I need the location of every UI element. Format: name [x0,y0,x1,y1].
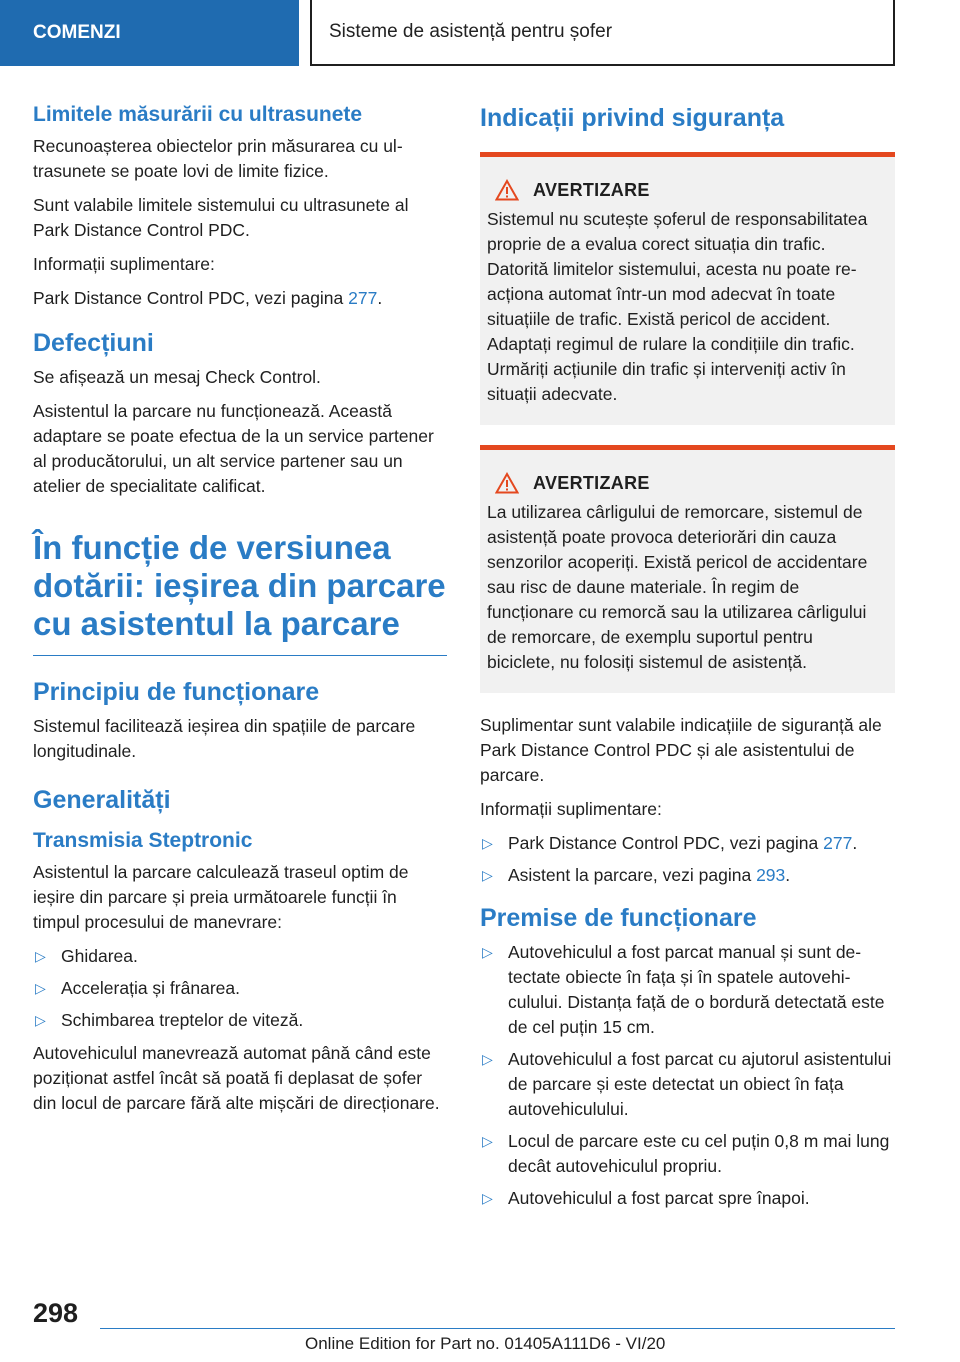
warning-text: La utilizarea cârligului de remorcare, sistemul de asistență poate provoca deteriorări din cauza senzorilor acoperiți. Există pericol de accidentare sau risc de daune materiale. În regim de funcționare cu remorcă sau la utilizarea cârligului de remorcare, de exemplu suportul pentru biciclete, nu folosiți sistemul de asistență. [487,502,868,672]
section-title: Sisteme de asistență pentru șofer [310,0,895,66]
faults-heading: Defecțiuni [33,329,154,357]
warning-triangle-icon [495,179,519,201]
steptronic-paragraph-1: Asistentul la parcare calculează traseul optim de ieșire din parcare și preia următoarele funcții în timpul procesului de manevrare: [33,862,409,932]
list-item: ▷ Locul de parcare este cu cel puțin 0,8 m mai lung decât autovehiculul propriu. [482,1131,890,1176]
list-item: ▷ Autovehiculul a fost parcat manual și sunt detectate obiecte în fața și în spatele autovehiculului. Distanța față de o bordură detectată este de cel puțin 15 cm. [482,942,885,1037]
list-item: ▷ Park Distance Control PDC, vezi pagina 277. [480,831,895,856]
warning-triangle-icon [495,472,519,494]
safety-paragraph-1: Suplimentar sunt valabile indicațiile de siguranță ale Park Distance Control PDC și ale asistentului de parcare. [480,715,882,785]
page-header [0,0,960,66]
bullet-triangle-icon: ▷ [482,835,493,851]
prereq-heading: Premise de funcționare [480,904,757,932]
list-item: ▷ Autovehiculul a fost parcat spre înapoi. [480,1186,895,1211]
left-column [33,100,447,1125]
limits-reference-end: . [377,288,383,308]
safety-heading: Indicații privind siguranța [480,104,785,132]
steptronic-heading: Transmisia Steptronic [33,829,253,852]
list-item: ▷ Accelerația și frânarea. [33,976,447,1001]
limits-reference [33,286,447,311]
principle-paragraph: Sistemul facilitează ieșirea din spațiile de parcare longitudinale. [33,716,416,761]
warning-title: AVERTIZARE [487,472,885,494]
limits-paragraph-1: Recunoașterea obiectelor prin măsurarea cu ultrasunete se poate lovi de limite fizice. [33,136,403,181]
chapter-tab[interactable]: COMENZI [0,0,299,66]
bullet-triangle-icon: ▷ [482,944,493,960]
bullet-triangle-icon: ▷ [482,1133,493,1149]
warning-text: Sistemul nu scutește șoferul de responsabilitatea proprie de a evalua corect situația din trafic. Datorită limitelor sistemului, acesta nu poate reacționa automat într-un mod adecvat în toate situațiile de trafic. Există pericol de accident. Adaptați regimul de rulare la condițiile din trafic. Urmăriți acțiunile din trafic și interveniți activ în situații adecvate. [487,209,868,404]
general-heading: Generalități [33,786,171,814]
bullet-triangle-icon: ▷ [482,867,493,883]
warning-title: AVERTIZARE [487,179,885,201]
footer-edition: Online Edition for Part no. 01405A111D6 - VI/20 [305,1334,666,1353]
bullet-triangle-icon: ▷ [482,1051,493,1067]
safety-references [480,831,895,888]
safety-paragraph-2: Informații suplimentare: [480,799,662,819]
page-link-277[interactable]: 277 [348,288,378,308]
list-item: ▷ Schimbarea treptelor de viteză. [33,1008,447,1033]
warning-box-1 [480,152,895,425]
faults-paragraph-2: Asistentul la parcare nu funcționează. Această adaptare se poate efectua de la un service partener al producătorului, un alt service partener sau un atelier de specialitate calificat. [33,401,434,496]
bullet-triangle-icon: ▷ [35,1012,46,1028]
right-column [480,100,895,1219]
steptronic-paragraph-2: Autovehiculul manevrează automat până când este poziționat astfel încât să poată fi deplasat de șofer din locul de parcare fără alte mișcări de direcționare. [33,1043,440,1113]
page-link-277[interactable]: 277 [823,833,853,853]
list-item: ▷ Asistent la parcare, vezi pagina 293. [480,863,895,888]
limits-reference-text: Park Distance Control PDC, vezi pagina [33,288,349,308]
main-section-heading: În funcție de versiunea dotării: ieșirea din parcare cu asistentul la parcare [33,529,447,656]
steptronic-list [33,944,447,1033]
limits-heading: Limitele măsurării cu ultrasunete [33,103,363,126]
faults-paragraph-1: Se afișează un mesaj Check Control. [33,367,321,387]
footer-divider [100,1328,895,1329]
page-link-293[interactable]: 293 [756,865,786,885]
list-item: ▷ Autovehiculul a fost parcat cu ajutorul asistentului de parcare și este detectat un obiect în fața autovehiculului. [482,1049,892,1119]
principle-heading: Principiu de funcționare [33,678,320,706]
bullet-triangle-icon: ▷ [35,980,46,996]
prereq-list [480,940,895,1211]
page-number: 298 [33,1298,79,1328]
limits-paragraph-3: Informații suplimentare: [33,254,215,274]
bullet-triangle-icon: ▷ [482,1190,493,1206]
limits-paragraph-2: Sunt valabile limitele sistemului cu ultrasunete al Park Distance Control PDC. [33,195,409,240]
warning-box-2 [480,445,895,693]
bullet-triangle-icon: ▷ [35,948,46,964]
list-item: ▷ Ghidarea. [33,944,447,969]
